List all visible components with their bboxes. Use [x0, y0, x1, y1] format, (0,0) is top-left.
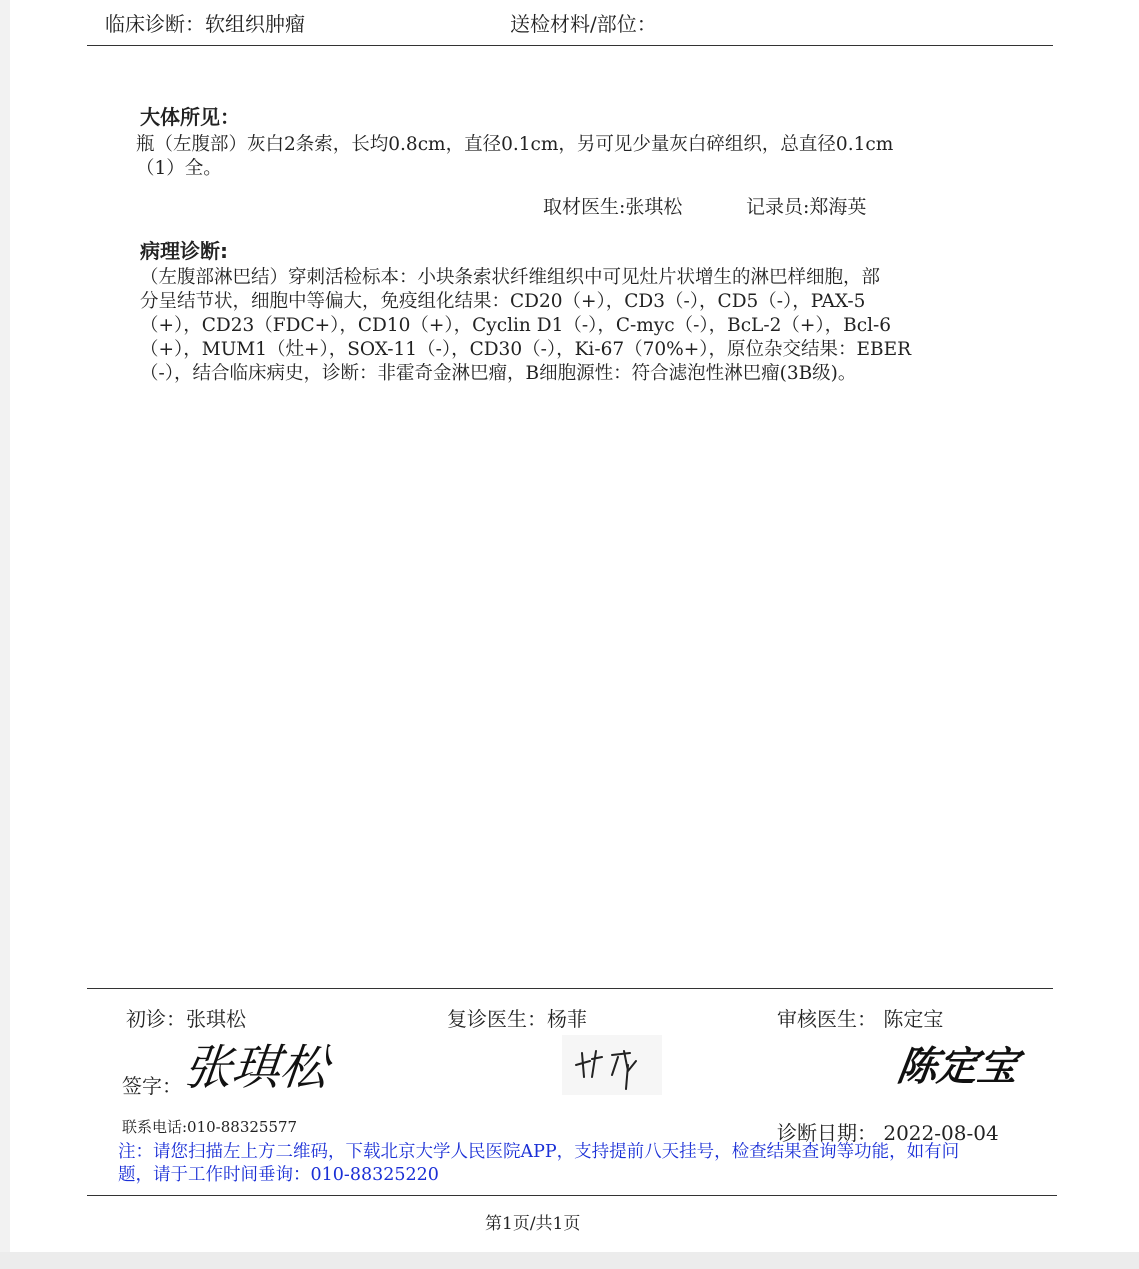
gross-title: 大体所见： [140, 105, 240, 129]
pathology-text [140, 266, 1060, 386]
sampling-doctor: 取材医生:张琪松 [543, 196, 683, 218]
notice-line: 注：请您扫描左上方二维码，下载北京大学人民医院APP，支持提前八天挂号，检查结果查询等功能，如有问 [118, 1142, 960, 1162]
footer-rule-top [87, 988, 1053, 989]
contact-phone: 联系电话:010-88325577 [122, 1118, 298, 1136]
audit-doctor: 审核医生： 陈定宝 [777, 1007, 944, 1031]
specimen-label: 送检材料/部位： [510, 12, 657, 36]
page-number: 第1页/共1页 [485, 1214, 581, 1234]
signature-review [562, 1035, 662, 1095]
report-page [10, 0, 1139, 1252]
gross-line: 瓶（左腹部）灰白2条索，长均0.8cm，直径0.1cm，另可见少量灰白碎组织，总直径0.1cm [136, 134, 894, 155]
clinical-diagnosis: 临床诊断：软组织肿瘤 [105, 12, 305, 36]
page-edge [0, 0, 10, 1252]
gross-line: （1）全。 [136, 158, 222, 179]
pathology-line: （左腹部淋巴结）穿刺活检标本：小块条索状纤维组织中可见灶片状增生的淋巴样细胞，部 [140, 267, 881, 288]
header-rule [87, 45, 1053, 46]
pathology-line: （+），CD23（FDC+），CD10（+），Cyclin D1（-），C-myc（-），BcL-2（+），Bcl-6 [140, 315, 892, 336]
signature-initial [181, 1030, 346, 1096]
pathology-line: （-），结合临床病史，诊断：非霍奇金淋巴瘤，B细胞源性：符合滤泡性淋巴瘤(3B级)。 [140, 363, 857, 384]
footer-rule-bottom [87, 1195, 1057, 1196]
review-doctor: 复诊医生：杨菲 [447, 1007, 587, 1031]
pathology-line: （+），MUM1（灶+），SOX-11（-），CD30（-），Ki-67（70%+），原位杂交结果：EBER [140, 339, 912, 360]
diagnosis-date: 诊断日期： 2022-08-04 [777, 1121, 999, 1145]
initial-doctor: 初诊：张琪松 [126, 1007, 246, 1031]
pathology-title: 病理诊断: [140, 239, 228, 263]
svg-text:陈定宝: 陈定宝 [894, 1043, 1021, 1090]
svg-text:张琪松: 张琪松 [181, 1040, 331, 1096]
gross-text [136, 133, 1036, 181]
recorder: 记录员:郑海英 [746, 196, 867, 218]
pathology-line: 分呈结节状，细胞中等偏大，免疫组化结果：CD20（+），CD3（-），CD5（-），PAX-5 [140, 291, 866, 312]
sign-label: 签字： [122, 1074, 182, 1098]
notice-line: 题，请于工作时间垂询：010-88325220 [118, 1165, 439, 1185]
notice-text [118, 1141, 959, 1187]
signature-audit [894, 1036, 1021, 1092]
